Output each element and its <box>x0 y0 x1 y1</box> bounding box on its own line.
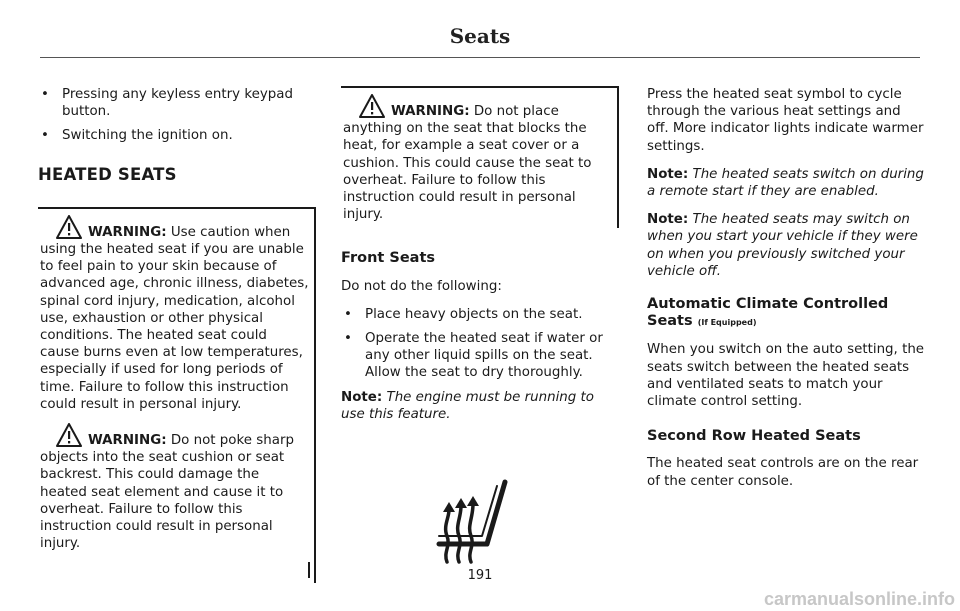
note-label: Note: <box>341 389 383 405</box>
heated-seat-icon <box>427 474 527 566</box>
warning-triangle-icon <box>56 215 82 239</box>
page-number: 191 <box>467 568 493 583</box>
note-paragraph <box>647 211 925 280</box>
body-paragraph: The heated seat controls are on the rear of the center console. <box>647 456 919 489</box>
subsection-title-second-row: Second Row Heated Seats <box>647 428 861 445</box>
header-rule <box>40 57 920 58</box>
list-item: • Switching the ignition on. <box>38 127 316 144</box>
note-text: The heated seats switch on during a remote start if they are enabled. <box>647 166 924 200</box>
warning-text: Do not poke sharp objects into the seat cushion or seat backrest. This could damage the heated seat element and cause it to overheat. Failure to follow this instruction could result in personal injury. <box>40 433 294 552</box>
warning-label: WARNING: <box>391 104 470 119</box>
column-1 <box>38 86 316 583</box>
note-label: Note: <box>647 212 689 228</box>
list-item: • Pressing any keyless entry keypad button. <box>38 86 316 120</box>
warning-box-seat-cover <box>341 86 619 228</box>
warning-label: WARNING: <box>88 433 167 449</box>
page-header-title: Seats <box>449 24 511 48</box>
note-paragraph <box>647 166 925 200</box>
warning-text: Use caution when using the heated seat if you are unable to feel pain to your skin because of advanced age, chronic illness, diabetes, spinal cord injury, medication, alcohol use, exhaustion or other physical conditions. The heated seat could cause burns even at low temperatures, especially if used for long periods of time. Failure to follow this instruction could result in personal injury. <box>40 224 309 412</box>
warning-paragraph <box>343 94 613 223</box>
list-item: • Operate the heated seat if water or any other liquid spills on the seat. Allow the seat to dry thoroughly. <box>341 330 619 382</box>
warning-box-heated-seats <box>38 207 316 584</box>
subsection-title-text: Automatic Climate Controlled Seats <box>647 296 889 330</box>
note-text: The engine must be running to use this feature. <box>341 389 594 422</box>
note-paragraph <box>341 389 619 423</box>
warning-label: WARNING: <box>88 224 167 240</box>
warning-text: Do not place anything on the seat that blocks the heat, for example a seat cover or a cushion. This could cause the seat to overheat. Failure to follow this instruction could result in personal injury. <box>343 104 592 223</box>
warning-paragraph <box>40 423 310 552</box>
column-2 <box>341 86 619 571</box>
column-3 <box>647 86 925 501</box>
subsection-title-automatic-climate <box>647 296 925 331</box>
intro-text: Do not do the following: <box>341 278 502 294</box>
warning-triangle-icon <box>56 423 82 447</box>
list-item: • Place heavy objects on the seat. <box>341 306 619 323</box>
warning-paragraph <box>40 215 310 413</box>
body-paragraph: When you switch on the auto setting, the seats switch between the heated seats and ventilated seats to match your climate control setting. <box>647 342 925 410</box>
warning-triangle-icon <box>359 94 385 118</box>
section-title-heated-seats: HEATED SEATS <box>38 164 177 184</box>
body-paragraph: Press the heated seat symbol to cycle through the various heat settings and off. More indicator lights indicate warmer settings. <box>647 87 924 154</box>
watermark-text: carmanualsonline.info <box>763 589 955 609</box>
subsection-title-front-seats: Front Seats <box>341 250 436 267</box>
if-equipped-label: (If Equipped) <box>697 318 757 328</box>
note-text: The heated seats may switch on when you start your vehicle if they were on when you previously switched your vehicle off. <box>647 212 918 279</box>
note-label: Note: <box>647 166 689 182</box>
